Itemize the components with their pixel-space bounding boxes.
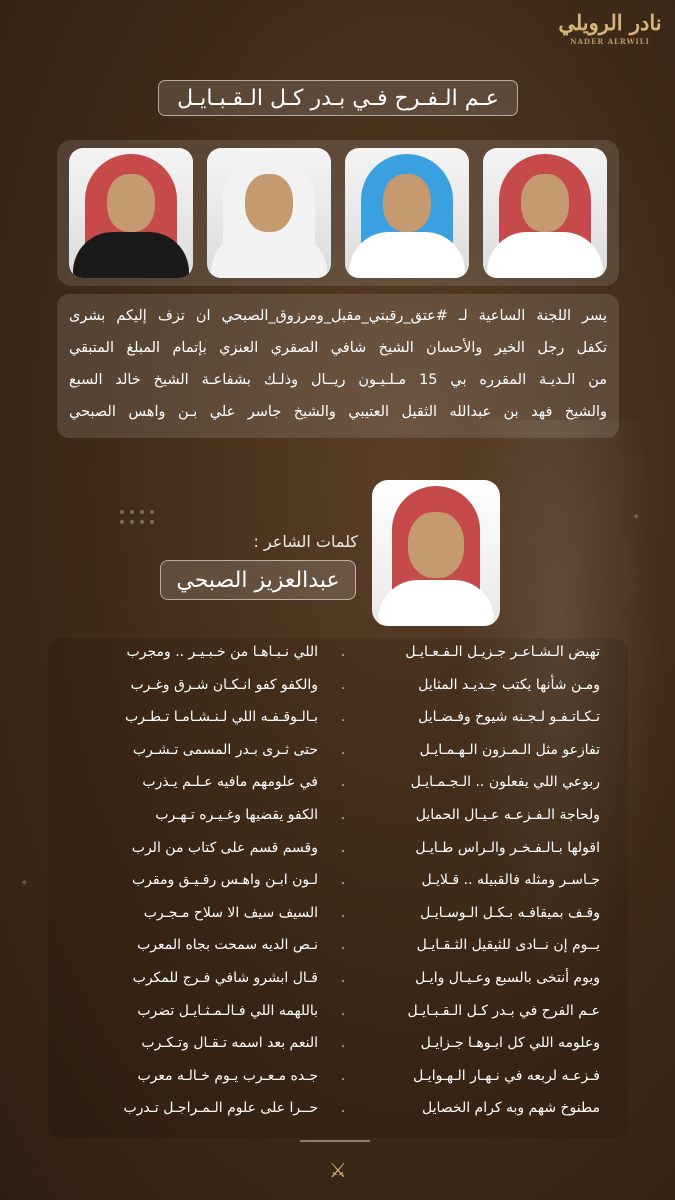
verse-separator: . — [340, 872, 346, 889]
poem-verse — [48, 1100, 628, 1131]
poem-verse — [48, 872, 628, 903]
verse-first-half: وعلومه اللي كل ابـوهـا جـزايـل — [420, 1035, 600, 1052]
verse-first-half: تفازعو مثل الـمـزون الـهـمـايـل — [419, 741, 600, 758]
verse-separator: . — [340, 741, 346, 758]
verse-separator: . — [340, 904, 346, 921]
poem-verse — [48, 677, 628, 708]
divider — [300, 1140, 370, 1142]
verse-separator: . — [340, 839, 346, 856]
garment — [349, 232, 465, 278]
verse-first-half: ولحاجة الـفـزعـه عـيـال الحمايل — [415, 807, 600, 823]
verse-second-half: حتى ثـرى بـدر المسمى تـشـرب — [132, 741, 318, 758]
verse-second-half: حــرا على علوم الـمـراجـل تـدرب — [123, 1100, 318, 1117]
verse-first-half: جـاسـر ومثله فالقبيله .. قـلايـل — [421, 872, 600, 889]
garment — [487, 232, 603, 278]
poem-verse — [48, 1068, 628, 1099]
emblem-icon: ⚔ — [329, 1158, 347, 1182]
verse-second-half: السيف سيف الا سلاح مـجـرب — [143, 904, 318, 921]
face — [383, 174, 431, 232]
verse-separator: . — [340, 807, 346, 823]
face — [107, 174, 155, 232]
announcement-line: تكفل رجل الخير والأحسان الشيخ شافي الصقري العنزي بإتمام المبلغ المتبقي — [69, 340, 607, 356]
poem-verse — [48, 807, 628, 838]
person-photo — [207, 148, 331, 278]
poet-photo — [372, 480, 500, 626]
verse-separator: . — [340, 1035, 346, 1052]
verse-first-half: اقولها بـالـفـخـر والـراس طـايـل — [415, 839, 600, 856]
verse-separator: . — [340, 1002, 346, 1019]
verse-second-half: جـده مـعـرب يـوم خـالـه معرب — [137, 1067, 318, 1084]
garment — [73, 232, 189, 278]
announcement-text — [57, 294, 619, 438]
poet-label: كلمات الشاعر : — [253, 532, 358, 551]
verse-second-half: الكفو يقضيها وغـيـره تـهـرب — [155, 807, 318, 823]
garment — [211, 232, 327, 278]
poem-verse — [48, 905, 628, 936]
verse-second-half: قـال ابشرو شافي فـرج للمكرب — [132, 970, 318, 986]
poem-verse — [48, 709, 628, 740]
announcement-line: يسر اللجنة الساعية لـ #عتق_رقبتي_مقبل_ومرزوق_الصبحي ان تزف إليكم بشرى — [69, 308, 607, 324]
verse-separator: . — [340, 774, 346, 791]
verse-separator: . — [340, 709, 346, 726]
poem-verse — [48, 840, 628, 871]
poem-verse — [48, 970, 628, 1001]
verse-second-half: باللهمه اللي فـالـمـثـايـل تضرب — [137, 1002, 318, 1019]
verse-second-half: والكفو كفو انـكـان شـرق وغـرب — [130, 676, 318, 693]
poem-verse — [48, 742, 628, 773]
watermark: ✦ — [20, 878, 29, 889]
page-title: عـم الـفـرح فـي بـدر كـل الـقـبـايـل — [158, 80, 518, 116]
announcement-line: والشيخ فهد بن عبدالله الثقيل العتيبي والشيخ جاسر علي بـن واهس الصبحي — [69, 404, 607, 420]
verse-second-half: اللي نـبـاهـا من خـبـيـر .. ومجرب — [126, 644, 318, 660]
verse-first-half: فـزعـه لربعه في نـهـار الـهـوايـل — [413, 1067, 600, 1084]
person-photo — [345, 148, 469, 278]
verse-separator: . — [340, 970, 346, 986]
verse-second-half: النعم بعد اسمه تـقـال وتـكـرب — [141, 1035, 318, 1052]
verse-first-half: ربوعي اللي يفعلون .. الـجـمـايـل — [410, 774, 600, 791]
announcement-line: من الـديـة المقرره بي 15 مـلـيـون ريــال وذلـك بشفاعـة الشيخ خالد السبع — [69, 372, 607, 388]
poem-verse — [48, 1003, 628, 1034]
face — [521, 174, 569, 232]
poem-verse — [48, 774, 628, 805]
poem-verse — [48, 644, 628, 675]
photo-strip — [57, 140, 619, 286]
verse-second-half: في علومهم مافيه عـلـم يـذرب — [142, 774, 318, 791]
decorative-dots — [120, 510, 180, 534]
verse-first-half: ويوم أنتخى بالسبع وعـيـال وايـل — [415, 970, 600, 986]
verse-separator: . — [340, 1100, 346, 1117]
verse-second-half: نـص الديه سمحت بجاه المعرب — [137, 937, 318, 954]
face — [245, 174, 293, 232]
verse-separator: . — [340, 676, 346, 693]
verse-second-half: لـون ابـن واهـس رفـيـق ومقرب — [131, 872, 318, 889]
person-photo — [69, 148, 193, 278]
poem — [48, 638, 628, 1138]
verse-second-half: بـالـوقـفـه اللي لـنـشـامـا تـطـرب — [124, 709, 318, 726]
poet-name: عبدالعزيز الصبحي — [160, 560, 356, 600]
verse-first-half: ومـن شأنها يكتب جـديـد المثايل — [418, 676, 600, 693]
verse-first-half: يــوم إن نــادى للثيقيل الثـقـايـل — [416, 937, 600, 954]
verse-separator: . — [340, 1067, 346, 1084]
poem-verse — [48, 937, 628, 968]
verse-separator: . — [340, 644, 346, 660]
verse-first-half: وقـف بميقافـه بـكـل الـوسـايـل — [420, 904, 600, 921]
verse-first-half: عـم الفرح في بـدر كـل الـقـبـايـل — [407, 1002, 600, 1019]
verse-second-half: وقسم قسم على كتاب من الرب — [131, 839, 318, 856]
brand-logo: نادر الرويلي NADER ALRWILI — [558, 10, 662, 46]
watermark: ✦ — [632, 512, 641, 523]
person-photo — [483, 148, 607, 278]
verse-first-half: تهيض الـشـاعـر جـزيـل الـفـعـايـل — [405, 644, 600, 660]
poem-verse — [48, 1035, 628, 1066]
verse-first-half: مطنوخ شهم وبه كرام الخصايل — [422, 1100, 600, 1117]
verse-first-half: تـكـاتـفـو لـجـنه شيوخ وفـضـايل — [418, 709, 600, 726]
verse-separator: . — [340, 937, 346, 954]
